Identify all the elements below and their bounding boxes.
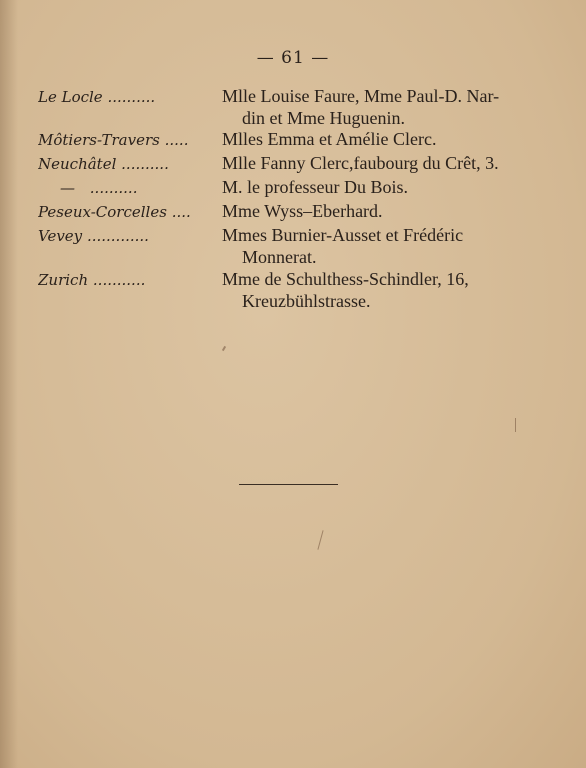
- page-gutter-shadow: [0, 0, 18, 768]
- section-divider: [239, 484, 338, 485]
- leader-dots: .....: [164, 131, 189, 149]
- leader-dots: ...........: [92, 271, 146, 289]
- leader-dots: ..........: [89, 179, 138, 197]
- place-name: [38, 88, 210, 107]
- leader-dots: ..........: [107, 88, 156, 106]
- place-name: [38, 155, 210, 174]
- leader-dots: ..........: [121, 155, 169, 173]
- description-line: Mmes Burnier-Ausset et Frédéric: [222, 225, 464, 245]
- description-line: Kreuzbühlstrasse.: [242, 291, 371, 311]
- description-line: din et Mme Huguenin.: [242, 108, 405, 128]
- place-label: Le Locle: [38, 88, 103, 106]
- place-label: —: [60, 179, 75, 197]
- place-label: Peseux-Corcelles: [38, 203, 167, 221]
- entry-description: [222, 224, 542, 268]
- place-label: Vevey: [38, 227, 83, 245]
- leader-dots: .............: [86, 227, 149, 245]
- entry-description: [222, 268, 542, 312]
- entry-description: [222, 85, 542, 129]
- place-label: Neuchâtel: [38, 155, 117, 173]
- description-line: M. le professeur Du Bois.: [222, 177, 408, 197]
- description-line: Mlle Louise Faure, Mme Paul-D. Nar-: [222, 86, 500, 106]
- entry-description: [222, 128, 542, 150]
- description-line: Mme Wyss–Eberhard.: [222, 201, 383, 221]
- leader-dots: ....: [171, 203, 191, 221]
- place-name: [38, 203, 210, 222]
- paper-speck: [222, 346, 226, 351]
- place-label: Môtiers-Travers: [38, 131, 160, 149]
- entry-description: [222, 152, 542, 174]
- entry-description: [222, 176, 542, 198]
- description-line: Mme de Schulthess-Schindler, 16,: [222, 269, 469, 289]
- place-name: [38, 179, 210, 198]
- entry-description: [222, 200, 542, 222]
- place-name: [38, 271, 210, 290]
- place-name: [38, 227, 210, 246]
- description-line: Monnerat.: [242, 247, 317, 267]
- page-number: — 61 —: [256, 48, 330, 68]
- place-label: Zurich: [38, 271, 89, 289]
- place-name: [38, 131, 210, 150]
- paper-speck: [515, 418, 516, 432]
- description-line: Mlle Fanny Clerc,faubourg du Crêt, 3.: [222, 153, 499, 173]
- description-line: Mlles Emma et Amélie Clerc.: [222, 129, 437, 149]
- paper-speck: [317, 530, 323, 550]
